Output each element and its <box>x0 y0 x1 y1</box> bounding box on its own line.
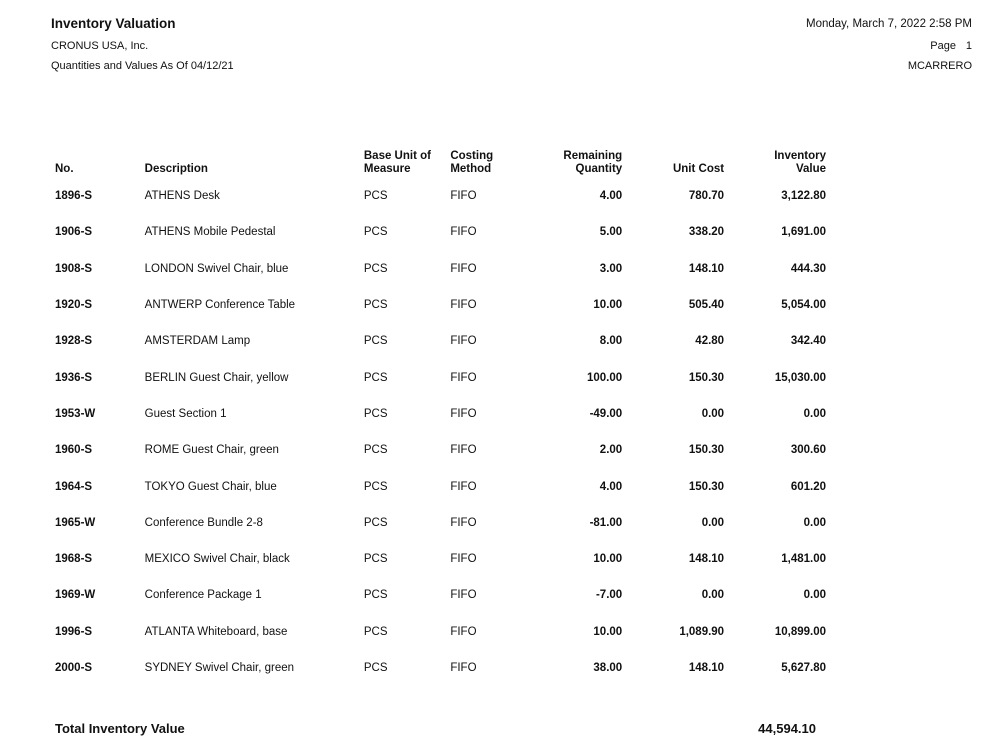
cell-remaining-quantity: 10.00 <box>593 299 623 312</box>
cell-unit-of-measure: PCS <box>363 262 388 275</box>
cell-inventory-value: 0.00 <box>803 516 826 529</box>
cell-costing-method: FIFO <box>450 299 477 312</box>
cell-unit-cost: 150.30 <box>688 444 725 457</box>
cell-description: TOKYO Guest Chair, blue <box>144 480 277 493</box>
table-row <box>51 323 826 359</box>
cell-remaining-quantity: -81.00 <box>589 516 623 529</box>
cell-item-no: 1996-S <box>55 625 93 638</box>
cell-item-no: 1936-S <box>55 371 93 384</box>
cell-description: SYDNEY Swivel Chair, green <box>144 662 295 674</box>
cell-remaining-quantity: 4.00 <box>599 480 623 493</box>
cell-unit-cost: 148.10 <box>688 553 725 566</box>
cell-unit-cost: 148.10 <box>688 662 725 674</box>
table-header-row <box>51 146 826 178</box>
cell-unit-of-measure: PCS <box>363 480 388 493</box>
cell-unit-of-measure: PCS <box>363 335 388 348</box>
cell-inventory-value: 0.00 <box>803 407 826 420</box>
cell-costing-method: FIFO <box>450 444 477 457</box>
cell-costing-method: FIFO <box>450 589 477 602</box>
col-header-costing-method: Costing Method <box>450 150 494 175</box>
cell-costing-method: FIFO <box>450 262 477 275</box>
as-of-date: Quantities and Values As Of 04/12/21 <box>51 60 234 72</box>
cell-unit-cost: 0.00 <box>701 516 725 529</box>
cell-unit-of-measure: PCS <box>363 662 388 674</box>
table-row <box>51 650 826 686</box>
cell-description: LONDON Swivel Chair, blue <box>144 262 289 275</box>
cell-description: ATLANTA Whiteboard, base <box>144 625 288 638</box>
cell-unit-of-measure: PCS <box>363 553 388 566</box>
cell-remaining-quantity: 100.00 <box>587 371 623 384</box>
cell-costing-method: FIFO <box>450 516 477 529</box>
table-row <box>51 396 826 432</box>
cell-inventory-value: 15,030.00 <box>774 371 826 384</box>
table-row <box>51 505 826 541</box>
page-indicator <box>806 36 972 56</box>
cell-costing-method: FIFO <box>450 190 477 203</box>
cell-remaining-quantity: 38.00 <box>593 662 623 674</box>
cell-inventory-value: 1,481.00 <box>781 553 826 566</box>
cell-item-no: 1906-S <box>55 226 93 239</box>
cell-unit-cost: 0.00 <box>701 407 725 420</box>
cell-inventory-value: 10,899.00 <box>774 625 826 638</box>
cell-unit-of-measure: PCS <box>363 190 388 203</box>
cell-inventory-value: 5,627.80 <box>781 662 826 674</box>
table-row <box>51 359 826 395</box>
cell-costing-method: FIFO <box>450 335 477 348</box>
inventory-table <box>51 146 826 686</box>
total-label: Total Inventory Value <box>55 721 185 736</box>
table-row <box>51 251 826 287</box>
cell-unit-of-measure: PCS <box>363 371 388 384</box>
cell-inventory-value: 601.20 <box>790 480 826 493</box>
cell-remaining-quantity: 10.00 <box>593 625 623 638</box>
cell-inventory-value: 1,691.00 <box>781 226 826 239</box>
total-value: 44,594.10 <box>758 721 816 736</box>
cell-item-no: 1968-S <box>55 553 93 566</box>
cell-inventory-value: 444.30 <box>790 262 826 275</box>
cell-unit-cost: 150.30 <box>688 371 725 384</box>
cell-remaining-quantity: 3.00 <box>599 262 623 275</box>
cell-remaining-quantity: 5.00 <box>599 226 623 239</box>
cell-unit-cost: 338.20 <box>688 226 725 239</box>
cell-remaining-quantity: -49.00 <box>589 407 623 420</box>
cell-description: ANTWERP Conference Table <box>144 299 296 312</box>
cell-costing-method: FIFO <box>450 226 477 239</box>
col-header-remaining-quantity: Remaining Quantity <box>563 150 623 175</box>
cell-costing-method: FIFO <box>450 553 477 566</box>
cell-description: ATHENS Mobile Pedestal <box>144 226 276 239</box>
table-row <box>51 614 826 650</box>
cell-item-no: 1960-S <box>55 444 93 457</box>
cell-inventory-value: 300.60 <box>790 444 826 457</box>
cell-item-no: 1969-W <box>55 589 96 602</box>
cell-item-no: 2000-S <box>55 662 93 674</box>
table-row <box>51 541 826 577</box>
cell-inventory-value: 3,122.80 <box>781 190 826 203</box>
col-header-description: Description <box>144 163 208 175</box>
company-name: CRONUS USA, Inc. <box>51 40 149 52</box>
cell-item-no: 1920-S <box>55 299 93 312</box>
cell-item-no: 1953-W <box>55 407 96 420</box>
report-header-right <box>806 15 972 76</box>
cell-remaining-quantity: 8.00 <box>599 335 623 348</box>
table-body <box>51 178 826 686</box>
cell-description: Conference Package 1 <box>144 589 262 602</box>
cell-unit-of-measure: PCS <box>363 226 388 239</box>
cell-description: ROME Guest Chair, green <box>144 444 279 457</box>
cell-description: AMSTERDAM Lamp <box>144 335 251 348</box>
page-number: 1 <box>965 40 972 52</box>
cell-remaining-quantity: 4.00 <box>599 190 623 203</box>
cell-unit-cost: 0.00 <box>701 589 725 602</box>
cell-description: MEXICO Swivel Chair, black <box>144 553 290 566</box>
report-header-left <box>51 15 234 76</box>
page-label: Page <box>930 40 956 52</box>
cell-unit-of-measure: PCS <box>363 589 388 602</box>
table-row <box>51 287 826 323</box>
table-row <box>51 178 826 214</box>
cell-description: Conference Bundle 2-8 <box>144 516 263 529</box>
cell-costing-method: FIFO <box>450 625 477 638</box>
cell-remaining-quantity: 10.00 <box>593 553 623 566</box>
col-header-unit-of-measure: Base Unit of Measure <box>363 150 431 175</box>
cell-unit-of-measure: PCS <box>363 516 388 529</box>
cell-unit-cost: 780.70 <box>688 190 725 203</box>
cell-description: Guest Section 1 <box>144 407 227 420</box>
table-row <box>51 577 826 613</box>
table-row <box>51 432 826 468</box>
print-datetime: Monday, March 7, 2022 2:58 PM <box>806 18 972 30</box>
cell-description: BERLIN Guest Chair, yellow <box>144 371 289 384</box>
cell-item-no: 1928-S <box>55 335 93 348</box>
col-header-inventory-value: Inventory Value <box>774 150 826 175</box>
table-row <box>51 468 826 504</box>
cell-costing-method: FIFO <box>450 407 477 420</box>
cell-unit-of-measure: PCS <box>363 444 388 457</box>
col-header-unit-cost: Unit Cost <box>672 163 725 175</box>
cell-costing-method: FIFO <box>450 371 477 384</box>
cell-inventory-value: 5,054.00 <box>781 299 826 312</box>
cell-description: ATHENS Desk <box>144 190 220 203</box>
cell-item-no: 1965-W <box>55 516 96 529</box>
cell-unit-cost: 505.40 <box>688 299 725 312</box>
col-header-no: No. <box>55 163 74 175</box>
cell-unit-cost: 148.10 <box>688 262 725 275</box>
cell-unit-of-measure: PCS <box>363 625 388 638</box>
report-title: Inventory Valuation <box>51 16 176 31</box>
cell-item-no: 1908-S <box>55 262 93 275</box>
cell-unit-cost: 150.30 <box>688 480 725 493</box>
cell-unit-of-measure: PCS <box>363 407 388 420</box>
cell-unit-cost: 1,089.90 <box>679 625 725 638</box>
user-id: MCARRERO <box>907 60 972 72</box>
cell-costing-method: FIFO <box>450 480 477 493</box>
cell-unit-of-measure: PCS <box>363 299 388 312</box>
table-row <box>51 214 826 250</box>
cell-remaining-quantity: -7.00 <box>595 589 623 602</box>
cell-item-no: 1964-S <box>55 480 93 493</box>
cell-unit-cost: 42.80 <box>695 335 725 348</box>
cell-remaining-quantity: 2.00 <box>599 444 623 457</box>
cell-inventory-value: 342.40 <box>790 335 826 348</box>
cell-item-no: 1896-S <box>55 190 93 203</box>
cell-inventory-value: 0.00 <box>803 589 826 602</box>
cell-costing-method: FIFO <box>450 662 477 674</box>
